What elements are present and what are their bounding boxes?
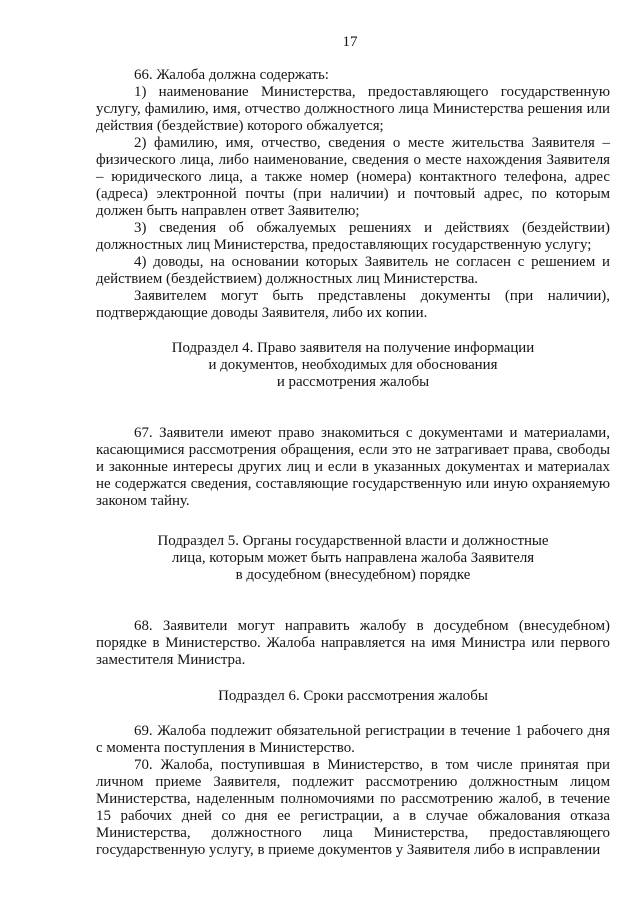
section-5-line-1: Подраздел 5. Органы государственной власти и должностные bbox=[157, 533, 549, 549]
page-number: 17 bbox=[342, 34, 358, 50]
item-69-text: 69. Жалоба подлежит обязательной регистрации в течение 1 рабочего дня с момента поступления в Министерство. bbox=[96, 723, 610, 756]
item-66-documents: Заявителем могут быть представлены документы (при наличии), подтверждающие доводы Заявителя, либо их копии. bbox=[96, 288, 610, 321]
section-6-heading bbox=[96, 688, 610, 705]
item-70-text: 70. Жалоба, поступившая в Министерство, в том числе принятая при личном приеме Заявителя, подлежит рассмотрению должностным лицом Министерства, наделенным полномочиями по рассмотрению жалоб, в течение 15 рабочих дней со дня ее регистрации, а в случае обжалования отказа Министерства, должностного лица Министерства, предоставляющего государственную услугу, в приеме документов у Заявителя либо в исправлении bbox=[96, 757, 610, 858]
section-5-line-2: лица, которым может быть направлена жалоба Заявителя bbox=[171, 550, 535, 566]
item-66-point-4: 4) доводы, на основании которых Заявитель не согласен с решением и действием (бездействием) должностных лиц Министерства. bbox=[96, 254, 610, 287]
section-5-heading bbox=[96, 533, 610, 584]
section-4-line-2: и документов, необходимых для обоснования bbox=[208, 357, 498, 373]
item-66-point-1: 1) наименование Министерства, предоставляющего государственную услугу, фамилию, имя, отчество должностного лица Министерства решения или действия (бездействие) которого обжалуется; bbox=[96, 84, 610, 134]
item-66-point-3: 3) сведения об обжалуемых решениях и действиях (бездействии) должностных лиц Министерства, предоставляющих государственную услугу; bbox=[96, 220, 610, 253]
item-68-text: 68. Заявители могут направить жалобу в досудебном (внесудебном) порядке в Министерство. Жалоба направляется на имя Министра или первого заместителя Министра. bbox=[96, 618, 610, 668]
section-4-line-3: и рассмотрения жалобы bbox=[276, 374, 430, 390]
item-67-text: 67. Заявители имеют право знакомиться с документами и материалами, касающимися рассмотрения обращения, если это не затрагивает права, свободы и законные интересы других лиц и если в указанных документах и материалах не содержатся сведения, составляющие государственную или иную охраняемую законом тайну. bbox=[96, 425, 610, 509]
section-4-heading bbox=[96, 340, 610, 391]
item-66-point-2: 2) фамилию, имя, отчество, сведения о месте жительства Заявителя – физического лица, либо наименование, сведения о месте нахождения Заявителя – юридического лица, а также номер (номера) контактного телефона, адрес (адреса) электронной почты (при наличии) и почтовый адрес, по которым должен быть направлен ответ Заявителю; bbox=[96, 135, 610, 219]
section-6-title: Подраздел 6. Сроки рассмотрения жалобы bbox=[218, 688, 488, 704]
document-body bbox=[96, 67, 610, 859]
section-5-line-3: в досудебном (внесудебном) порядке bbox=[235, 567, 471, 583]
section-4-line-1: Подраздел 4. Право заявителя на получение информации bbox=[171, 340, 535, 356]
item-66-intro: 66. Жалоба должна содержать: bbox=[134, 67, 329, 83]
